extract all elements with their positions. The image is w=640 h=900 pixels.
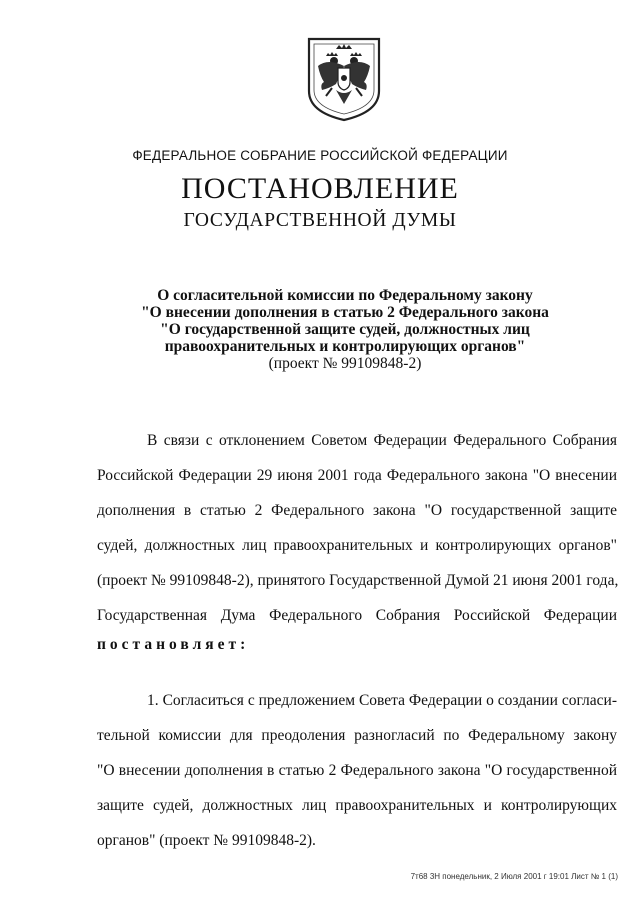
document-type: ПОСТАНОВЛЕНИЕ — [181, 172, 459, 205]
title-line: О согласительной комиссии по Федеральному закону — [157, 287, 533, 304]
organization-name: ФЕДЕРАЛЬНОЕ СОБРАНИЕ РОССИЙСКОЙ ФЕДЕРАЦИИ — [132, 148, 508, 163]
paragraph-line: "О внесении дополнения в статью 2 Федерального закона "О государственной — [97, 762, 617, 779]
paragraph-line: защите судей, должностных лиц правоохранительных и контролирующих — [97, 797, 617, 814]
paragraph-line: судей, должностных лиц правоохранительных и контролирующих органов" — [97, 537, 617, 554]
item-1-paragraph — [97, 683, 617, 858]
paragraph-line: 1. Согласиться с предложением Совета Федерации о создании согласи- — [147, 692, 617, 709]
title-line: "О государственной защите судей, должностных лиц — [160, 321, 530, 338]
title-line: правоохранительных и контролирующих органов" — [164, 338, 526, 355]
paragraph-line: дополнения в статью 2 Федерального закона "О государственной защите — [97, 502, 617, 519]
coat-of-arms-icon — [306, 36, 382, 122]
paragraph-line: (проект № 99109848-2), принятого Государственной Думой 21 июня 2001 года, — [97, 572, 619, 589]
paragraph-line: В связи с отклонением Советом Федерации Федерального Собрания — [147, 432, 617, 449]
document-issuer: ГОСУДАРСТВЕННОЙ ДУМЫ — [183, 210, 457, 231]
paragraph-line: органов" (проект № 99109848-2). — [97, 832, 316, 849]
decree-word: постановляет: — [97, 636, 250, 653]
title-line: "О внесении дополнения в статью 2 Федерального закона — [141, 304, 549, 321]
paragraph-line: Государственная Дума Федерального Собрания Российской Федерации — [97, 607, 617, 624]
footer-stamp: 7т68 3Н понедельник, 2 Июля 2001 г 19:01 Лист № 1 (1) — [410, 872, 618, 881]
paragraph-line: тельной комиссии для преодоления разногласий по Федеральному закону — [97, 727, 617, 744]
preamble-paragraph — [97, 423, 617, 633]
project-number: (проект № 99109848-2) — [268, 355, 422, 372]
paragraph-line: Российской Федерации 29 июня 2001 года Федерального закона "О внесении — [97, 467, 617, 484]
document-title — [120, 287, 570, 372]
